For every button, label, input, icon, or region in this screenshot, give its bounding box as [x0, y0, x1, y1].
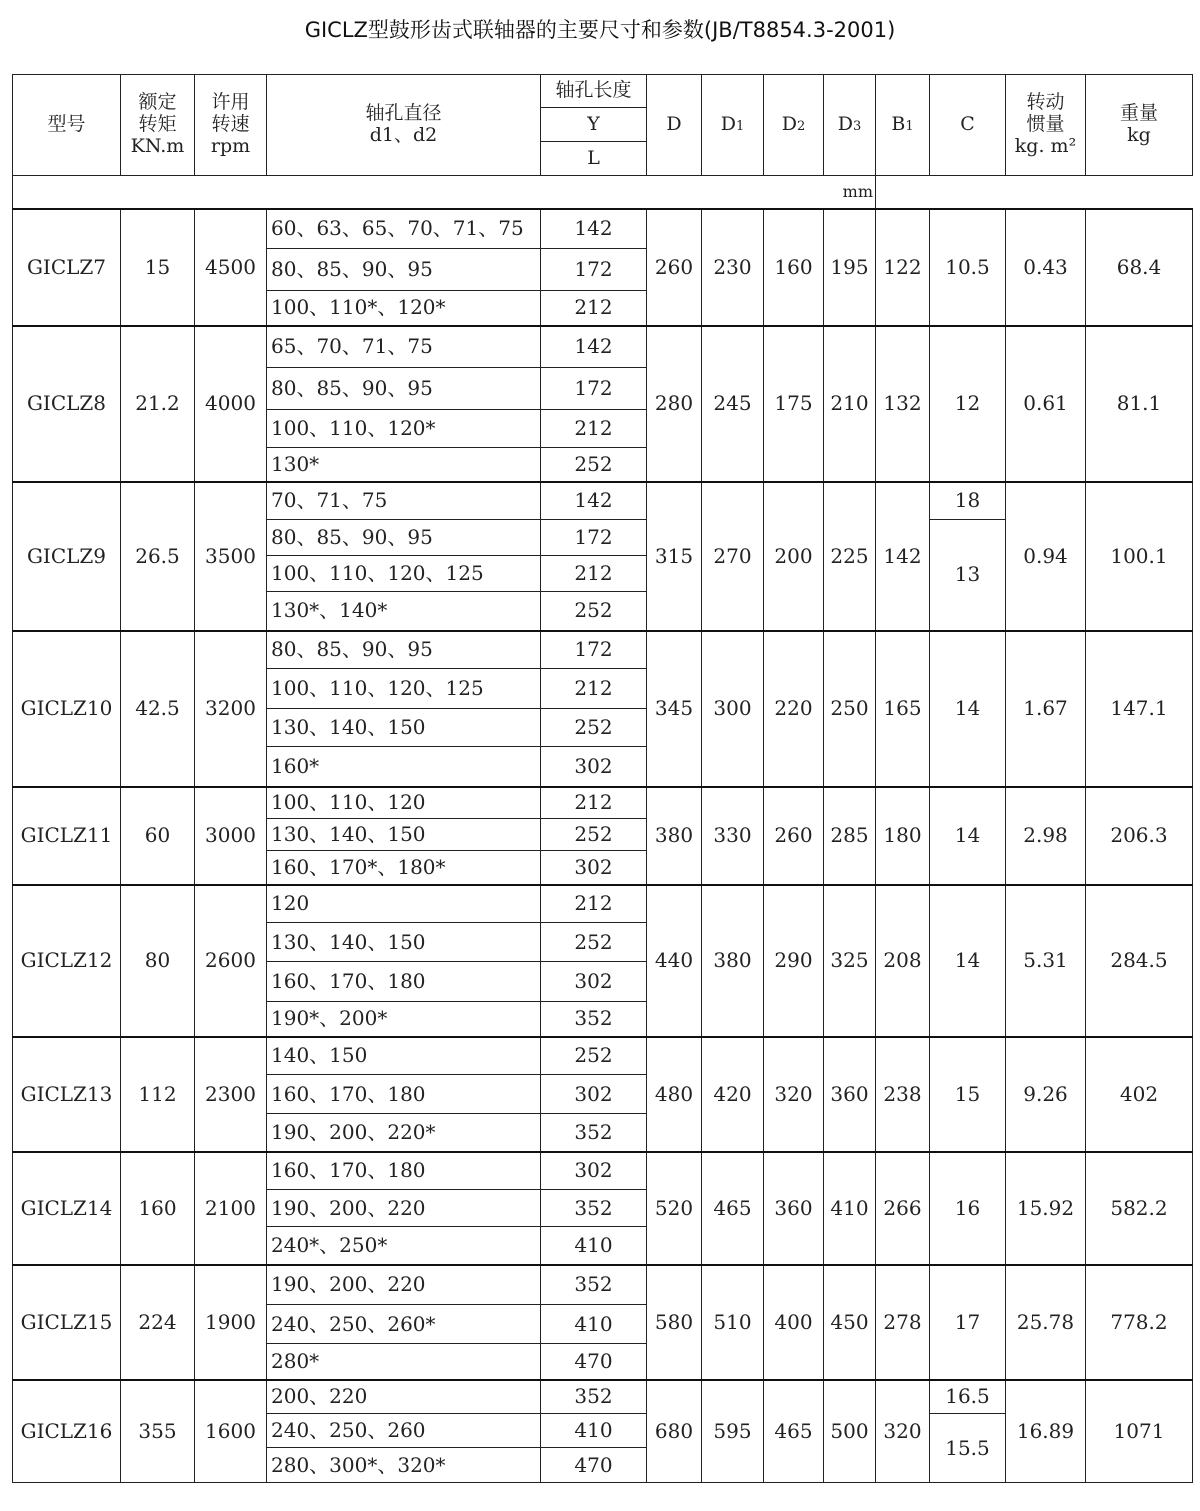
cell-model: GICLZ16	[13, 1380, 121, 1483]
cell-model: GICLZ13	[13, 1037, 121, 1152]
cell-bore-diameters: 160、170*、180*	[267, 851, 541, 885]
cell-bore-length: 352	[541, 1265, 647, 1305]
cell-D2: 360	[764, 1152, 824, 1265]
cell-bore-length: 252	[541, 592, 647, 631]
cell-D3: 225	[824, 482, 876, 631]
cell-inertia: 0.61	[1006, 326, 1086, 482]
cell-B1: 266	[876, 1152, 930, 1265]
cell-bore-diameters: 140、150	[267, 1037, 541, 1075]
cell-inertia: 1.67	[1006, 631, 1086, 787]
cell-bore-length: 470	[541, 1344, 647, 1380]
cell-weight: 582.2	[1086, 1152, 1193, 1265]
cell-D2: 175	[764, 326, 824, 482]
header-unit-mm: mm	[13, 176, 876, 209]
cell-model: GICLZ12	[13, 885, 121, 1037]
cell-D: 520	[647, 1152, 702, 1265]
cell-bore-length: 410	[541, 1305, 647, 1344]
table-row	[13, 1380, 1193, 1414]
cell-bore-length: 212	[541, 669, 647, 709]
cell-bore-diameters: 130、140、150	[267, 923, 541, 962]
cell-speed: 2300	[195, 1037, 267, 1152]
cell-weight: 206.3	[1086, 787, 1193, 885]
cell-speed: 2600	[195, 885, 267, 1037]
cell-bore-length: 252	[541, 923, 647, 962]
header-speed-line2: 转速	[211, 113, 250, 136]
header-D1: D1	[702, 75, 764, 176]
cell-bore-diameters: 190、200、220	[267, 1265, 541, 1305]
cell-speed: 1600	[195, 1380, 267, 1483]
cell-D: 315	[647, 482, 702, 631]
cell-bore-diameters: 80、85、90、95	[267, 368, 541, 410]
cell-bore-length: 212	[541, 787, 647, 819]
cell-bore-length: 172	[541, 368, 647, 410]
header-D3: D3	[824, 75, 876, 176]
header-speed-line1: 许用	[211, 91, 250, 114]
cell-bore-diameters: 100、110*、120*	[267, 291, 541, 326]
cell-bore-diameters: 240、250、260	[267, 1414, 541, 1448]
cell-bore-diameters: 190、200、220*	[267, 1114, 541, 1152]
cell-D: 580	[647, 1265, 702, 1380]
cell-bore-diameters: 240、250、260*	[267, 1305, 541, 1344]
cell-bore-length: 252	[541, 448, 647, 482]
cell-bore-length: 302	[541, 747, 647, 787]
cell-bore-length: 172	[541, 249, 647, 291]
coupling-spec-table	[12, 74, 1193, 1483]
header-speed	[195, 75, 267, 176]
header-bore-line2: d1、d2	[369, 124, 438, 146]
cell-bore-length: 142	[541, 326, 647, 368]
cell-D2: 400	[764, 1265, 824, 1380]
cell-D3: 210	[824, 326, 876, 482]
header-D2: D2	[764, 75, 824, 176]
cell-bore-length: 252	[541, 709, 647, 747]
cell-D2: 290	[764, 885, 824, 1037]
header-B1: B1	[876, 75, 930, 176]
cell-bore-diameters: 160、170、180	[267, 1075, 541, 1114]
cell-C: 15.5	[930, 1414, 1006, 1483]
cell-speed: 2100	[195, 1152, 267, 1265]
cell-weight: 778.2	[1086, 1265, 1193, 1380]
cell-weight: 81.1	[1086, 326, 1193, 482]
cell-bore-diameters: 240*、250*	[267, 1227, 541, 1265]
cell-weight: 402	[1086, 1037, 1193, 1152]
cell-bore-diameters: 70、71、75	[267, 482, 541, 520]
cell-bore-length: 470	[541, 1448, 647, 1483]
cell-torque: 26.5	[121, 482, 195, 631]
cell-weight: 100.1	[1086, 482, 1193, 631]
cell-speed: 1900	[195, 1265, 267, 1380]
table-row	[13, 1037, 1193, 1075]
cell-bore-length: 352	[541, 1380, 647, 1414]
cell-bore-diameters: 80、85、90、95	[267, 631, 541, 669]
cell-model: GICLZ7	[13, 209, 121, 326]
cell-D: 380	[647, 787, 702, 885]
cell-D3: 500	[824, 1380, 876, 1483]
cell-inertia: 15.92	[1006, 1152, 1086, 1265]
cell-bore-diameters: 160、170、180	[267, 1152, 541, 1190]
cell-D1: 300	[702, 631, 764, 787]
cell-bore-length: 172	[541, 631, 647, 669]
cell-model: GICLZ9	[13, 482, 121, 631]
header-weight-line1: 重量	[1119, 102, 1158, 125]
header-inertia-line2: 惯量	[1026, 113, 1065, 136]
cell-C: 15	[930, 1037, 1006, 1152]
cell-bore-diameters: 65、70、71、75	[267, 326, 541, 368]
cell-torque: 355	[121, 1380, 195, 1483]
cell-C: 18	[930, 482, 1006, 520]
cell-inertia: 2.98	[1006, 787, 1086, 885]
cell-bore-diameters: 160、170、180	[267, 962, 541, 1002]
table-row	[13, 885, 1193, 923]
cell-weight: 147.1	[1086, 631, 1193, 787]
cell-bore-diameters: 120	[267, 885, 541, 923]
table-row	[13, 787, 1193, 819]
cell-C: 10.5	[930, 209, 1006, 326]
header-length: 轴孔长度	[541, 75, 647, 108]
cell-bore-length: 352	[541, 1114, 647, 1152]
table-row	[13, 1265, 1193, 1305]
cell-bore-diameters: 190*、200*	[267, 1002, 541, 1037]
table-row	[13, 631, 1193, 669]
cell-weight: 284.5	[1086, 885, 1193, 1037]
cell-D3: 250	[824, 631, 876, 787]
header-torque	[121, 75, 195, 176]
cell-D1: 420	[702, 1037, 764, 1152]
cell-bore-length: 302	[541, 851, 647, 885]
cell-bore-length: 212	[541, 885, 647, 923]
cell-torque: 112	[121, 1037, 195, 1152]
cell-bore-diameters: 100、110、120、125	[267, 669, 541, 709]
cell-B1: 180	[876, 787, 930, 885]
cell-B1: 132	[876, 326, 930, 482]
cell-D1: 230	[702, 209, 764, 326]
header-speed-unit: rpm	[210, 134, 251, 157]
cell-weight: 1071	[1086, 1380, 1193, 1483]
cell-bore-length: 142	[541, 209, 647, 249]
cell-torque: 224	[121, 1265, 195, 1380]
cell-B1: 165	[876, 631, 930, 787]
cell-model: GICLZ15	[13, 1265, 121, 1380]
cell-bore-length: 142	[541, 482, 647, 520]
cell-B1: 238	[876, 1037, 930, 1152]
cell-D1: 330	[702, 787, 764, 885]
cell-D3: 325	[824, 885, 876, 1037]
header-weight-unit: kg	[1127, 124, 1151, 146]
cell-D3: 360	[824, 1037, 876, 1152]
table-row	[13, 209, 1193, 249]
cell-D3: 450	[824, 1265, 876, 1380]
cell-bore-length: 352	[541, 1190, 647, 1227]
cell-D2: 260	[764, 787, 824, 885]
cell-bore-length: 212	[541, 556, 647, 592]
cell-D: 680	[647, 1380, 702, 1483]
cell-bore-diameters: 130*、140*	[267, 592, 541, 631]
cell-bore-diameters: 160*	[267, 747, 541, 787]
cell-speed: 3500	[195, 482, 267, 631]
cell-inertia: 16.89	[1006, 1380, 1086, 1483]
cell-weight: 68.4	[1086, 209, 1193, 326]
cell-B1: 278	[876, 1265, 930, 1380]
cell-bore-length: 172	[541, 520, 647, 556]
cell-bore-length: 410	[541, 1414, 647, 1448]
cell-B1: 142	[876, 482, 930, 631]
page-title: GICLZ型鼓形齿式联轴器的主要尺寸和参数(JB/T8854.3-2001)	[304, 18, 896, 42]
cell-speed: 3200	[195, 631, 267, 787]
cell-model: GICLZ10	[13, 631, 121, 787]
cell-bore-diameters: 100、110、120、125	[267, 556, 541, 592]
cell-D: 280	[647, 326, 702, 482]
header-L: L	[541, 142, 647, 176]
cell-bore-diameters: 130、140、150	[267, 819, 541, 851]
cell-bore-diameters: 100、110、120*	[267, 410, 541, 448]
header-C: C	[930, 75, 1006, 176]
header-model: 型号	[13, 75, 121, 176]
cell-bore-diameters: 60、63、65、70、71、75	[267, 209, 541, 249]
cell-model: GICLZ14	[13, 1152, 121, 1265]
header-Y: Y	[541, 108, 647, 142]
cell-D: 440	[647, 885, 702, 1037]
cell-C: 14	[930, 787, 1006, 885]
cell-speed: 4500	[195, 209, 267, 326]
header-inertia	[1006, 75, 1086, 176]
cell-D2: 200	[764, 482, 824, 631]
cell-speed: 4000	[195, 326, 267, 482]
cell-model: GICLZ8	[13, 326, 121, 482]
cell-inertia: 0.43	[1006, 209, 1086, 326]
cell-D1: 510	[702, 1265, 764, 1380]
cell-bore-diameters: 200、220	[267, 1380, 541, 1414]
header-weight	[1086, 75, 1193, 176]
cell-bore-length: 302	[541, 962, 647, 1002]
cell-bore-length: 252	[541, 819, 647, 851]
cell-D3: 410	[824, 1152, 876, 1265]
cell-C: 12	[930, 326, 1006, 482]
cell-C: 16.5	[930, 1380, 1006, 1414]
table-row	[13, 1152, 1193, 1190]
cell-C: 17	[930, 1265, 1006, 1380]
cell-D: 260	[647, 209, 702, 326]
cell-bore-diameters: 280、300*、320*	[267, 1448, 541, 1483]
cell-C: 14	[930, 631, 1006, 787]
cell-B1: 208	[876, 885, 930, 1037]
cell-inertia: 0.94	[1006, 482, 1086, 631]
table-row	[13, 482, 1193, 520]
cell-D1: 270	[702, 482, 764, 631]
cell-bore-length: 212	[541, 410, 647, 448]
cell-D: 480	[647, 1037, 702, 1152]
cell-torque: 80	[121, 885, 195, 1037]
cell-bore-length: 252	[541, 1037, 647, 1075]
cell-C: 16	[930, 1152, 1006, 1265]
cell-bore-diameters: 100、110、120	[267, 787, 541, 819]
header-torque-line2: 转矩	[138, 113, 177, 136]
cell-C: 13	[930, 520, 1006, 631]
cell-torque: 60	[121, 787, 195, 885]
header-torque-unit: KN.m	[130, 134, 185, 157]
cell-speed: 3000	[195, 787, 267, 885]
header-bore	[267, 75, 541, 176]
cell-bore-length: 410	[541, 1227, 647, 1265]
cell-bore-length: 302	[541, 1075, 647, 1114]
cell-torque: 160	[121, 1152, 195, 1265]
cell-inertia: 5.31	[1006, 885, 1086, 1037]
cell-inertia: 9.26	[1006, 1037, 1086, 1152]
cell-D3: 285	[824, 787, 876, 885]
cell-bore-diameters: 80、85、90、95	[267, 520, 541, 556]
cell-D2: 320	[764, 1037, 824, 1152]
cell-torque: 21.2	[121, 326, 195, 482]
cell-B1: 320	[876, 1380, 930, 1483]
header-inertia-unit: kg. m²	[1014, 134, 1077, 157]
cell-model: GICLZ11	[13, 787, 121, 885]
cell-D1: 465	[702, 1152, 764, 1265]
header-torque-line1: 额定	[138, 91, 177, 114]
header-bore-line1: 轴孔直径	[365, 102, 442, 125]
cell-bore-diameters: 130、140、150	[267, 709, 541, 747]
cell-bore-diameters: 80、85、90、95	[267, 249, 541, 291]
cell-D2: 465	[764, 1380, 824, 1483]
header-D: D	[647, 75, 702, 176]
cell-bore-length: 352	[541, 1002, 647, 1037]
cell-torque: 42.5	[121, 631, 195, 787]
cell-D1: 595	[702, 1380, 764, 1483]
cell-D3: 195	[824, 209, 876, 326]
cell-bore-diameters: 190、200、220	[267, 1190, 541, 1227]
cell-D2: 220	[764, 631, 824, 787]
cell-D1: 380	[702, 885, 764, 1037]
cell-bore-diameters: 280*	[267, 1344, 541, 1380]
cell-bore-length: 212	[541, 291, 647, 326]
cell-C: 14	[930, 885, 1006, 1037]
cell-D2: 160	[764, 209, 824, 326]
cell-inertia: 25.78	[1006, 1265, 1086, 1380]
cell-B1: 122	[876, 209, 930, 326]
table-row	[13, 326, 1193, 368]
header-inertia-line1: 转动	[1026, 91, 1065, 114]
cell-bore-diameters: 130*	[267, 448, 541, 482]
cell-D: 345	[647, 631, 702, 787]
cell-D1: 245	[702, 326, 764, 482]
cell-bore-length: 302	[541, 1152, 647, 1190]
cell-torque: 15	[121, 209, 195, 326]
